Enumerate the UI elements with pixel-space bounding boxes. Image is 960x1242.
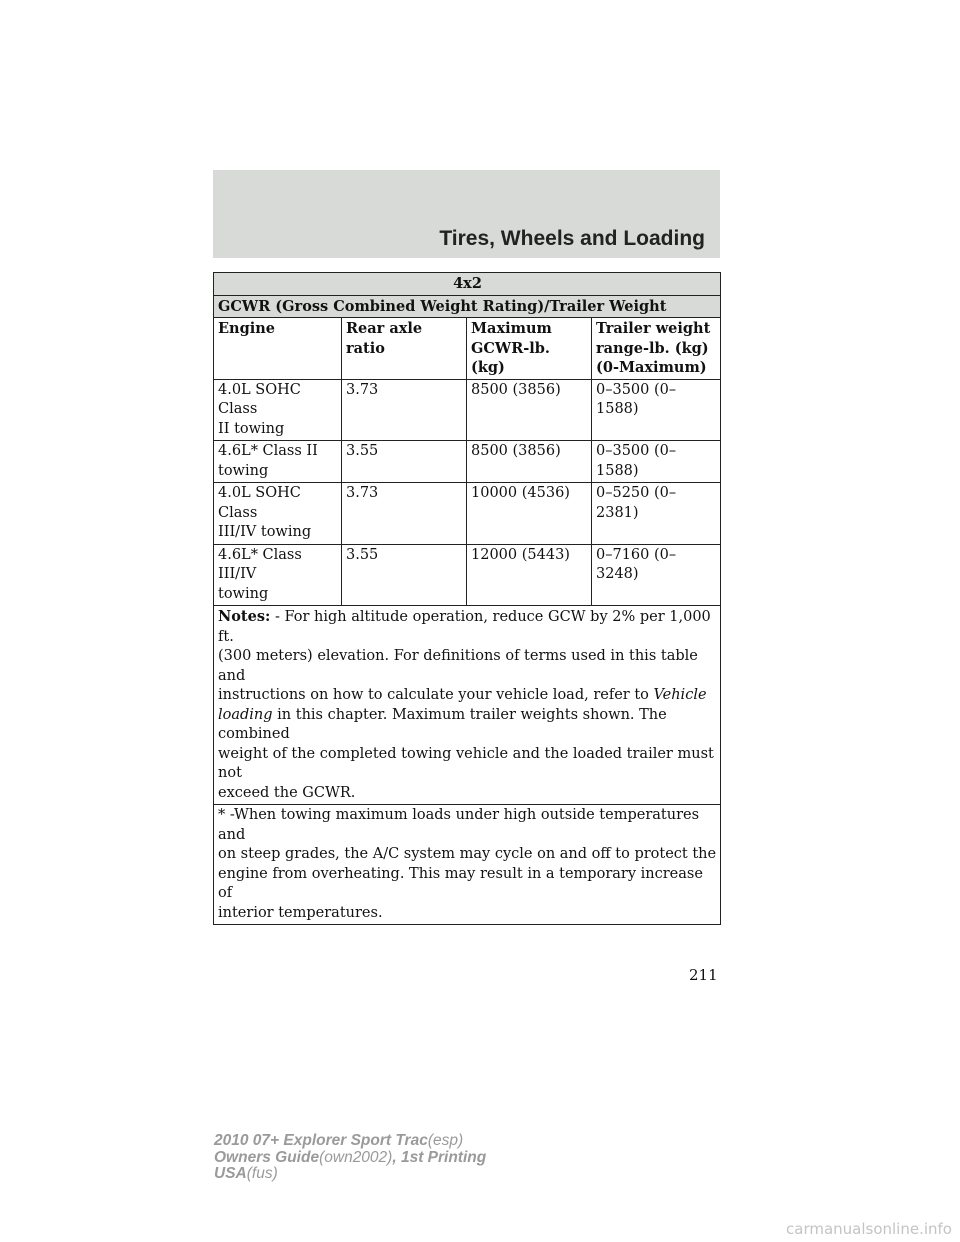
- gcwr-cell: 8500 (3856): [467, 379, 592, 441]
- column-header-line: Engine: [218, 320, 276, 337]
- page-number: 211: [689, 966, 718, 984]
- column-header: [342, 318, 467, 380]
- table-row: [214, 441, 721, 483]
- engine-line: 4.0L SOHC Class: [218, 485, 301, 521]
- footer-line-2: [214, 1150, 486, 1167]
- table-subtitle: GCWR (Gross Combined Weight Rating)/Trailer Weight: [214, 295, 721, 318]
- footnote-line: interior temperatures.: [218, 904, 383, 921]
- table-row: [214, 544, 721, 606]
- notes-segment: loading: [218, 706, 273, 723]
- footer-market-code: (fus): [246, 1165, 278, 1182]
- trailer-weight-cell: 0–5250 (0–2381): [592, 483, 721, 545]
- column-header: [214, 318, 342, 380]
- engine-line: 4.6L* Class III/IV: [218, 546, 302, 582]
- data-rows: [214, 379, 721, 606]
- axle-ratio-cell: 3.73: [342, 379, 467, 441]
- engine-line: 4.0L SOHC Class: [218, 381, 301, 417]
- engine-line: towing: [218, 462, 269, 479]
- gcwr-cell: 12000 (5443): [467, 544, 592, 606]
- footer-market: USA: [214, 1165, 247, 1182]
- engine-line: towing: [218, 585, 269, 602]
- gcwr-cell: 10000 (4536): [467, 483, 592, 545]
- notes-segment: weight of the completed towing vehicle and the loaded trailer must not: [218, 745, 714, 781]
- column-header: [467, 318, 592, 380]
- column-header-line: Trailer weight: [596, 320, 711, 337]
- engine-cell: [214, 379, 342, 441]
- engine-line: 4.6L* Class II: [218, 443, 318, 459]
- engine-line: III/IV towing: [218, 524, 312, 540]
- axle-ratio-cell: 3.55: [342, 441, 467, 483]
- engine-cell: [214, 441, 342, 483]
- column-header: [592, 318, 721, 380]
- notes-segment: instructions on how to calculate your vehicle load, refer to: [218, 687, 654, 703]
- watermark: carmanualsonline.info: [786, 1220, 952, 1238]
- footnote-line: on steep grades, the A/C system may cycle on and off to protect the: [218, 846, 717, 862]
- footer-guide: Owners Guide: [214, 1148, 320, 1166]
- column-header-line: GCWR-lb. (kg): [471, 339, 550, 376]
- notes-segment: exceed the GCWR.: [218, 784, 356, 801]
- section-title: Tires, Wheels and Loading: [439, 227, 705, 250]
- column-header-line: (0-Maximum): [596, 359, 707, 376]
- footer-model-code: (esp): [427, 1132, 464, 1149]
- footer-line-1: [214, 1133, 486, 1150]
- towing-table: [213, 272, 721, 925]
- footnote-line: * -When towing maximum loads under high outside temperatures and: [218, 807, 700, 843]
- table-row: [214, 483, 721, 545]
- axle-ratio-cell: 3.55: [342, 544, 467, 606]
- notes-label: Notes:: [218, 608, 271, 625]
- column-header-line: Rear axle ratio: [346, 320, 423, 357]
- column-headers: [214, 318, 721, 380]
- engine-cell: [214, 544, 342, 606]
- trailer-weight-cell: 0–3500 (0–1588): [592, 379, 721, 441]
- section-header-band: [213, 170, 720, 258]
- engine-line: II towing: [218, 420, 285, 437]
- drive-type-heading: 4x2: [214, 273, 721, 296]
- notes-text: [218, 609, 714, 801]
- engine-cell: [214, 483, 342, 545]
- document-footer: [214, 1133, 486, 1183]
- axle-ratio-cell: 3.73: [342, 483, 467, 545]
- trailer-weight-cell: 0–7160 (0–3248): [592, 544, 721, 606]
- footer-model: 2010 07+ Explorer Sport Trac: [214, 1132, 428, 1149]
- notes-segment: in this chapter. Maximum trailer weights shown. The combined: [218, 706, 667, 742]
- trailer-weight-cell: 0–3500 (0–1588): [592, 441, 721, 483]
- column-header-line: Maximum: [471, 320, 552, 337]
- column-header-line: range-lb. (kg): [596, 339, 709, 357]
- notes-cell: [214, 606, 721, 805]
- footer-line-3: [214, 1166, 486, 1183]
- footnote-cell: [214, 805, 721, 925]
- footer-printing: , 1st Printing: [392, 1148, 487, 1166]
- notes-segment: - For high altitude operation, reduce GCW by 2% per 1,000 ft.: [218, 609, 711, 645]
- table-row: [214, 379, 721, 441]
- gcwr-cell: 8500 (3856): [467, 441, 592, 483]
- notes-segment: (300 meters) elevation. For definitions of terms used in this table and: [218, 648, 698, 684]
- footnote-line: engine from overheating. This may result in a temporary increase of: [218, 865, 703, 901]
- notes-segment: Vehicle: [653, 687, 707, 703]
- footer-guide-code: (own2002): [319, 1148, 393, 1166]
